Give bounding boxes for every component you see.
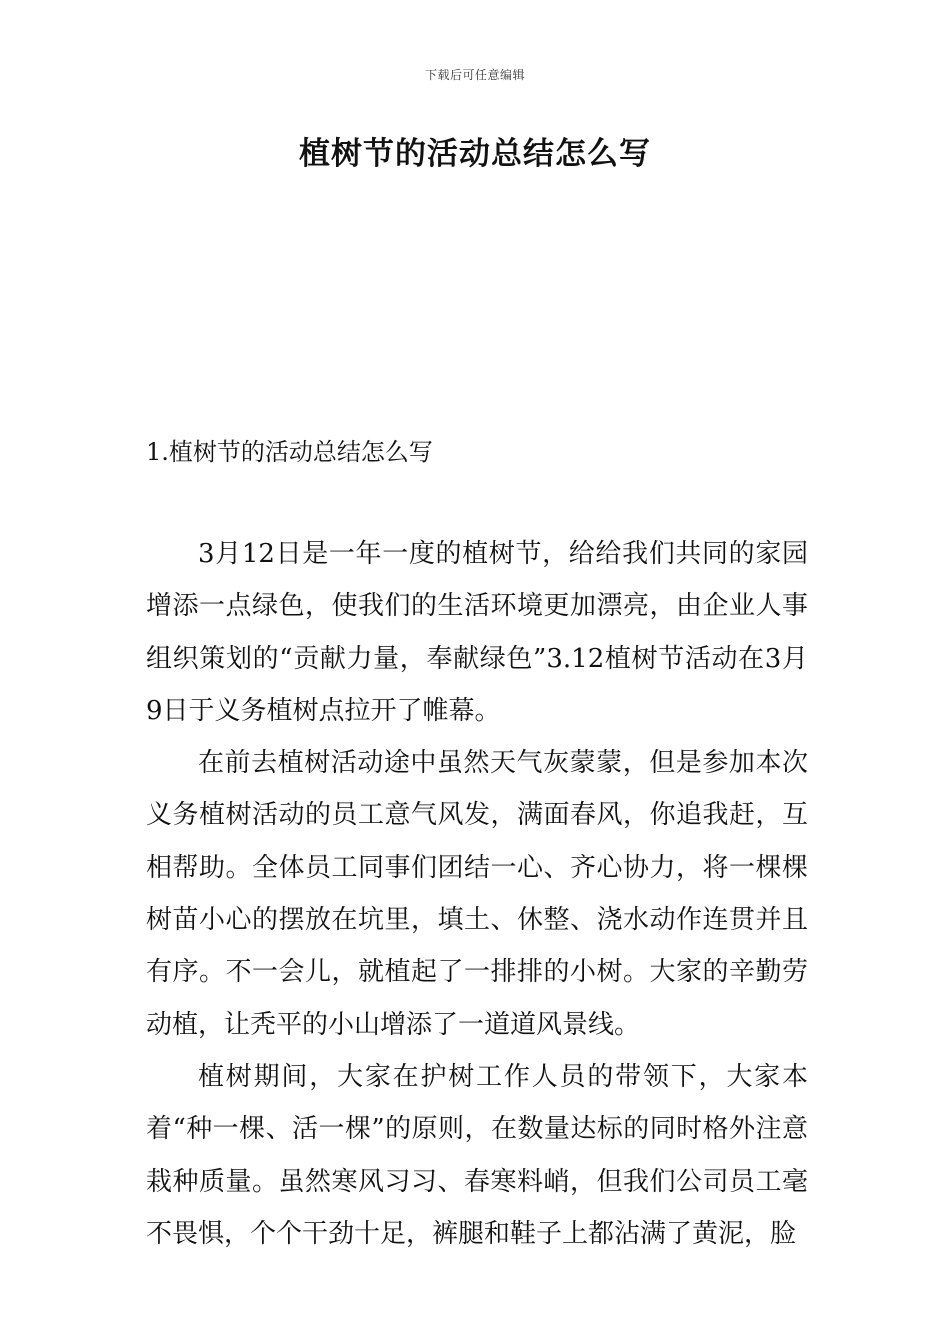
document-title: 植树节的活动总结怎么写 xyxy=(299,136,651,172)
document-body xyxy=(146,528,808,1260)
paragraph-1: 3月12日是一年一度的植树节，给给我们共同的家园增添一点绿色，使我们的生活环境更加漂亮，由企业人事组织策划的“贡献力量，奉献绿色”3.12植树节活动在3月9日于义务植树点拉开了帷幕。 xyxy=(146,539,808,726)
paragraph-3: 植树期间，大家在护树工作人员的带领下，大家本着“种一棵、活一棵”的原则，在数量达标的同时格外注意栽种质量。虽然寒风习习、春寒料峭，但我们公司员工毫不畏惧，个个干劲十足，裤腿和鞋子上都沾满了黄泥，脸 xyxy=(146,1061,808,1249)
section-heading: 1.植树节的活动总结怎么写 xyxy=(146,438,433,466)
paragraph-2: 在前去植树活动途中虽然天气灰蒙蒙，但是参加本次义务植树活动的员工意气风发，满面春风，你追我赶，互相帮助。全体员工同事们团结一心、齐心协力，将一棵棵树苗小心的摆放在坑里，填土、休整、浇水动作连贯并且有序。不一会儿，就植起了一排排的小树。大家的辛勤劳动植，让秃平的小山增添了一道道风景线。 xyxy=(146,748,808,1040)
page-header-note: 下载后可任意编辑 xyxy=(424,68,525,82)
